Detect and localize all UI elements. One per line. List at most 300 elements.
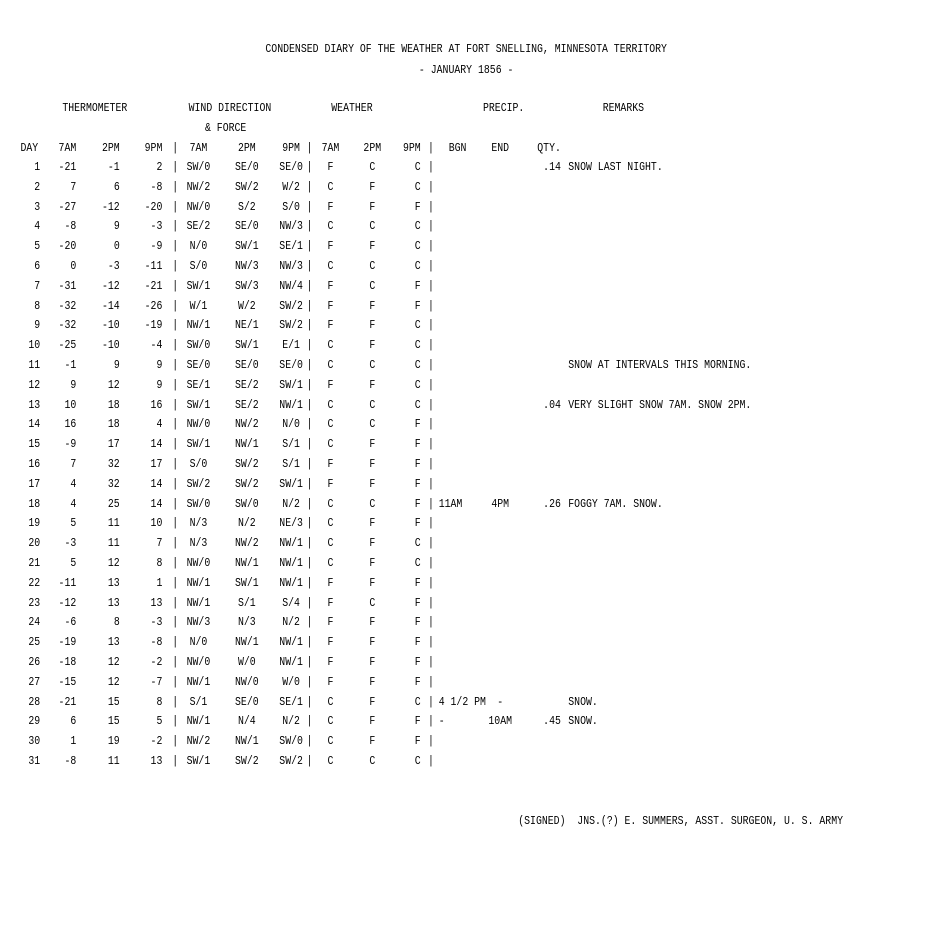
cell-x9: F [414, 576, 421, 590]
column-separator: | [172, 695, 179, 709]
cell-t7: 4 [70, 497, 77, 511]
cell-x7: F [327, 655, 334, 669]
cell-x9: C [414, 338, 421, 352]
cell-w2: SE/0 [235, 219, 259, 233]
cell-x9: C [414, 358, 421, 372]
cell-t9: 14 [150, 477, 163, 491]
column-separator: | [428, 457, 434, 471]
cell-t9: 7 [156, 536, 163, 550]
cell-x9: F [414, 675, 421, 689]
cell-w9: NW/3 [279, 259, 303, 273]
cell-t2: 17 [107, 437, 120, 451]
cell-x9: F [414, 497, 421, 511]
column-separator: | [306, 655, 313, 669]
column-separator: | [428, 497, 434, 511]
cell-t2: 19 [107, 734, 120, 748]
cell-x7: C [327, 714, 334, 728]
cell-x9: F [414, 635, 421, 649]
cell-x9: F [414, 714, 421, 728]
column-separator: | [306, 160, 313, 174]
cell-t9: 8 [156, 556, 163, 570]
cell-w9: N/2 [282, 714, 300, 728]
cell-t2: 11 [107, 536, 120, 550]
cell-remarks: SNOW. [568, 695, 598, 709]
cell-day: 16 [28, 457, 41, 471]
cell-w9: SW/2 [279, 299, 303, 313]
cell-w2: N/4 [237, 714, 256, 728]
cell-w7: SW/1 [186, 279, 211, 293]
cell-t9: -19 [144, 318, 163, 332]
cell-w2: NW/1 [235, 734, 259, 748]
cell-t9: 17 [150, 457, 163, 471]
cell-t9: 2 [156, 160, 163, 174]
column-separator: | [428, 437, 434, 451]
cell-t7: -1 [64, 358, 77, 372]
cell-x2: F [369, 378, 376, 392]
column-separator: | [306, 279, 313, 293]
column-separator: | [306, 556, 313, 570]
column-separator: | [306, 734, 313, 748]
cell-remarks: SNOW LAST NIGHT. [568, 160, 663, 174]
cell-t7: -12 [58, 596, 77, 610]
column-separator: | [172, 299, 179, 313]
column-separator: | [428, 536, 434, 550]
cell-t2: 18 [107, 398, 120, 412]
cell-w2: NW/1 [235, 437, 259, 451]
column-header-x2: 2PM [363, 141, 382, 155]
column-separator: | [306, 437, 313, 451]
cell-w7: NW/0 [186, 556, 211, 570]
column-separator: | [428, 576, 434, 590]
column-separator: | [428, 200, 434, 214]
cell-t9: -26 [144, 299, 163, 313]
cell-w2: NW/1 [235, 635, 259, 649]
cell-x2: F [369, 299, 376, 313]
cell-x2: C [369, 160, 376, 174]
cell-w2: W/0 [237, 655, 256, 669]
column-separator: | [172, 675, 179, 689]
cell-x9: F [414, 655, 421, 669]
cell-x7: F [327, 239, 334, 253]
cell-day: 20 [28, 536, 41, 550]
cell-day: 24 [28, 615, 41, 629]
column-separator: | [428, 675, 434, 689]
cell-w2: SW/1 [235, 576, 259, 590]
cell-w9: SW/1 [279, 378, 303, 392]
cell-w9: SW/1 [279, 477, 303, 491]
column-separator: | [172, 556, 179, 570]
cell-t2: 13 [107, 635, 120, 649]
cell-day: 13 [28, 398, 41, 412]
cell-t2: -10 [102, 318, 120, 332]
cell-w9: SW/2 [279, 318, 303, 332]
column-separator: | [306, 180, 313, 194]
cell-qty: .04 [543, 398, 561, 412]
column-separator: | [172, 714, 179, 728]
cell-day: 10 [28, 338, 41, 352]
cell-remarks: SNOW. [568, 714, 598, 728]
cell-day: 28 [28, 695, 41, 709]
cell-x9: F [414, 477, 421, 491]
cell-t9: 14 [150, 437, 163, 451]
cell-w7: NW/1 [186, 576, 211, 590]
cell-x7: F [327, 160, 334, 174]
cell-t7: -25 [58, 338, 77, 352]
cell-x2: F [369, 437, 376, 451]
cell-x9: F [414, 516, 421, 530]
cell-end: 4PM [491, 497, 510, 511]
cell-x9: C [414, 180, 421, 194]
cell-t2: 12 [107, 378, 120, 392]
column-separator: | [428, 279, 434, 293]
cell-w9: NW/1 [279, 576, 303, 590]
remarks-header: REMARKS [602, 101, 645, 115]
cell-x2: C [369, 279, 376, 293]
cell-w9: NW/1 [279, 398, 303, 412]
cell-x7: F [327, 615, 334, 629]
cell-w2: SW/0 [235, 497, 259, 511]
cell-w2: SE/0 [235, 160, 259, 174]
cell-x2: F [369, 576, 376, 590]
column-separator: | [172, 536, 179, 550]
cell-w2: SE/0 [235, 695, 259, 709]
cell-t2: 18 [107, 417, 120, 431]
cell-t7: 9 [70, 378, 77, 392]
column-separator: | [172, 200, 179, 214]
cell-w9: SE/1 [279, 695, 303, 709]
column-separator: | [172, 734, 179, 748]
cell-remarks: SNOW AT INTERVALS THIS MORNING. [568, 358, 752, 372]
cell-w7: SW/1 [186, 754, 211, 768]
cell-w9: S/1 [282, 437, 300, 451]
column-separator: | [172, 398, 179, 412]
cell-x7: C [327, 219, 334, 233]
column-header-bgn: BGN [448, 141, 467, 155]
cell-w9: E/1 [282, 338, 300, 352]
cell-day: 15 [28, 437, 41, 451]
cell-w2: SW/2 [235, 457, 259, 471]
cell-w7: NW/1 [186, 596, 211, 610]
column-separator: | [306, 635, 313, 649]
cell-w9: W/2 [282, 180, 300, 194]
cell-t7: -8 [64, 754, 77, 768]
cell-t7: 7 [70, 180, 77, 194]
column-separator: | [428, 615, 434, 629]
cell-x2: C [369, 417, 376, 431]
column-separator: | [428, 299, 434, 313]
cell-t7: -20 [58, 239, 77, 253]
column-separator: | [306, 675, 313, 689]
cell-w7: NW/0 [186, 200, 211, 214]
cell-t7: -9 [64, 437, 77, 451]
cell-w7: S/0 [189, 457, 208, 471]
cell-w7: NW/1 [186, 675, 211, 689]
precip-header: PRECIP. [482, 101, 525, 115]
cell-w7: N/3 [189, 516, 208, 530]
cell-w9: N/2 [282, 615, 300, 629]
cell-t9: -2 [150, 655, 163, 669]
cell-w7: NW/1 [186, 318, 211, 332]
cell-t9: 9 [156, 358, 163, 372]
cell-w2: NW/2 [235, 417, 259, 431]
column-separator: | [306, 239, 313, 253]
column-header-x9: 9PM [402, 141, 421, 155]
column-separator: | [306, 754, 313, 768]
cell-x9: C [414, 398, 421, 412]
column-header-w2: 2PM [237, 141, 256, 155]
column-separator: | [428, 516, 434, 530]
cell-x9: F [414, 457, 421, 471]
column-separator: | [428, 378, 434, 392]
cell-t9: 5 [156, 714, 163, 728]
cell-w2: SW/2 [235, 180, 259, 194]
column-header-t2: 2PM [102, 141, 120, 155]
cell-day: 19 [28, 516, 41, 530]
cell-w7: NW/1 [186, 714, 211, 728]
column-header-end: END [491, 141, 510, 155]
cell-t9: -2 [150, 734, 163, 748]
column-separator: | [306, 516, 313, 530]
column-separator: | [172, 477, 179, 491]
cell-t2: -3 [107, 259, 120, 273]
cell-day: 1 [34, 160, 41, 174]
cell-x2: F [369, 714, 376, 728]
cell-t2: 32 [107, 457, 120, 471]
column-separator: | [306, 417, 313, 431]
cell-bgn: 11AM [438, 497, 463, 511]
cell-t9: 8 [156, 695, 163, 709]
cell-end: 10AM [488, 714, 513, 728]
cell-x7: C [327, 358, 334, 372]
cell-x2: F [369, 556, 376, 570]
cell-w2: NW/1 [235, 556, 259, 570]
cell-x7: C [327, 516, 334, 530]
cell-t2: -14 [102, 299, 120, 313]
cell-x2: C [369, 259, 376, 273]
cell-t2: -1 [107, 160, 120, 174]
cell-x9: C [414, 536, 421, 550]
column-separator: | [306, 358, 313, 372]
cell-w2: SE/0 [235, 358, 259, 372]
column-separator: | [428, 358, 434, 372]
cell-w9: NW/4 [279, 279, 303, 293]
cell-t7: -27 [58, 200, 77, 214]
column-separator: | [306, 200, 313, 214]
cell-t7: 4 [70, 477, 77, 491]
cell-x2: F [369, 695, 376, 709]
column-separator: | [172, 635, 179, 649]
cell-x7: F [327, 576, 334, 590]
column-separator: | [306, 714, 313, 728]
column-separator: | [172, 239, 179, 253]
cell-t2: 9 [113, 358, 120, 372]
cell-w9: SW/2 [279, 754, 303, 768]
column-separator: | [306, 596, 313, 610]
cell-day: 5 [34, 239, 41, 253]
cell-t2: 9 [113, 219, 120, 233]
cell-t7: -21 [58, 160, 77, 174]
cell-x9: F [414, 437, 421, 451]
cell-w7: SE/0 [186, 358, 211, 372]
cell-x7: C [327, 734, 334, 748]
cell-w7: N/0 [189, 635, 208, 649]
cell-w7: S/0 [189, 259, 208, 273]
cell-day: 3 [34, 200, 41, 214]
cell-w9: SE/0 [279, 358, 303, 372]
column-separator: | [306, 299, 313, 313]
cell-t9: 4 [156, 417, 163, 431]
cell-x2: F [369, 477, 376, 491]
cell-x9: F [414, 279, 421, 293]
cell-t2: 6 [113, 180, 120, 194]
cell-w2: SE/2 [235, 398, 259, 412]
cell-x7: F [327, 200, 334, 214]
column-header-x7: 7AM [321, 141, 340, 155]
cell-x9: C [414, 695, 421, 709]
cell-x2: C [369, 497, 376, 511]
cell-x7: F [327, 477, 334, 491]
column-separator: | [428, 318, 434, 332]
cell-day: 17 [28, 477, 41, 491]
cell-w7: NW/0 [186, 655, 211, 669]
cell-qty: .45 [543, 714, 561, 728]
column-separator: | [306, 536, 313, 550]
cell-x9: C [414, 556, 421, 570]
column-separator: | [306, 398, 313, 412]
column-separator: | [428, 655, 434, 669]
cell-x7: C [327, 259, 334, 273]
cell-day: 2 [34, 180, 41, 194]
column-separator: | [306, 318, 313, 332]
cell-t2: 12 [107, 556, 120, 570]
cell-w9: SE/1 [279, 239, 303, 253]
cell-t2: 15 [107, 714, 120, 728]
column-separator: | [172, 576, 179, 590]
column-separator: | [428, 141, 434, 155]
cell-t2: 11 [107, 516, 120, 530]
column-header-day: DAY [20, 141, 39, 155]
cell-w9: SE/0 [279, 160, 303, 174]
cell-t9: 10 [150, 516, 163, 530]
column-header-t9: 9PM [144, 141, 163, 155]
cell-w2: N/3 [237, 615, 256, 629]
cell-w9: NW/3 [279, 219, 303, 233]
cell-t7: 7 [70, 457, 77, 471]
column-separator: | [428, 338, 434, 352]
cell-day: 7 [34, 279, 41, 293]
cell-bgn: 4 1/2 PM [438, 695, 486, 709]
cell-w7: SE/1 [186, 378, 211, 392]
column-separator: | [306, 141, 313, 155]
cell-x2: F [369, 536, 376, 550]
cell-x2: F [369, 457, 376, 471]
column-separator: | [172, 516, 179, 530]
cell-x7: C [327, 180, 334, 194]
cell-x7: F [327, 675, 334, 689]
cell-t9: -8 [150, 635, 163, 649]
cell-w7: SW/1 [186, 437, 211, 451]
cell-x7: F [327, 299, 334, 313]
document-title: CONDENSED DIARY OF THE WEATHER AT FORT SNELLING, MINNESOTA TERRITORY [265, 42, 667, 56]
cell-x7: F [327, 457, 334, 471]
cell-qty: .26 [543, 497, 561, 511]
cell-t7: -15 [58, 675, 77, 689]
column-separator: | [306, 477, 313, 491]
cell-day: 12 [28, 378, 41, 392]
cell-w9: S/4 [282, 596, 300, 610]
cell-t2: 15 [107, 695, 120, 709]
cell-t7: -32 [58, 299, 77, 313]
column-separator: | [428, 160, 434, 174]
cell-x7: F [327, 635, 334, 649]
cell-w2: NW/3 [235, 259, 259, 273]
column-separator: | [172, 141, 179, 155]
cell-t7: 0 [70, 259, 77, 273]
column-separator: | [306, 497, 313, 511]
cell-w7: NW/0 [186, 417, 211, 431]
cell-t9: -8 [150, 180, 163, 194]
column-separator: | [172, 279, 179, 293]
column-separator: | [428, 417, 434, 431]
cell-t9: 13 [150, 596, 163, 610]
cell-day: 29 [28, 714, 41, 728]
cell-t2: 32 [107, 477, 120, 491]
cell-x7: C [327, 417, 334, 431]
column-separator: | [428, 596, 434, 610]
cell-t7: 10 [64, 398, 77, 412]
cell-w2: SW/1 [235, 338, 259, 352]
cell-day: 21 [28, 556, 41, 570]
cell-x9: C [414, 219, 421, 233]
cell-t9: 1 [156, 576, 163, 590]
cell-w9: NW/1 [279, 536, 303, 550]
cell-t2: 13 [107, 596, 120, 610]
cell-w7: NW/3 [186, 615, 211, 629]
cell-t9: -3 [150, 615, 163, 629]
column-separator: | [172, 219, 179, 233]
cell-t2: 8 [113, 615, 120, 629]
column-separator: | [172, 437, 179, 451]
cell-day: 6 [34, 259, 41, 273]
cell-day: 31 [28, 754, 41, 768]
column-separator: | [172, 457, 179, 471]
cell-x9: F [414, 596, 421, 610]
cell-t9: -4 [150, 338, 163, 352]
cell-t2: -12 [102, 200, 120, 214]
cell-t7: 6 [70, 714, 77, 728]
cell-x2: C [369, 398, 376, 412]
cell-w7: SW/1 [186, 398, 211, 412]
cell-x7: C [327, 437, 334, 451]
column-separator: | [172, 338, 179, 352]
cell-t7: 16 [64, 417, 77, 431]
column-separator: | [172, 655, 179, 669]
column-separator: | [172, 318, 179, 332]
cell-x7: C [327, 497, 334, 511]
column-separator: | [428, 239, 434, 253]
cell-w7: W/1 [189, 299, 208, 313]
cell-x7: C [327, 536, 334, 550]
cell-x2: C [369, 219, 376, 233]
cell-x7: C [327, 556, 334, 570]
cell-day: 25 [28, 635, 41, 649]
wind-header-force: & FORCE [205, 121, 247, 135]
cell-t7: -32 [58, 318, 77, 332]
cell-day: 14 [28, 417, 41, 431]
cell-day: 30 [28, 734, 41, 748]
column-separator: | [306, 378, 313, 392]
column-header-qty: QTY. [537, 141, 561, 155]
